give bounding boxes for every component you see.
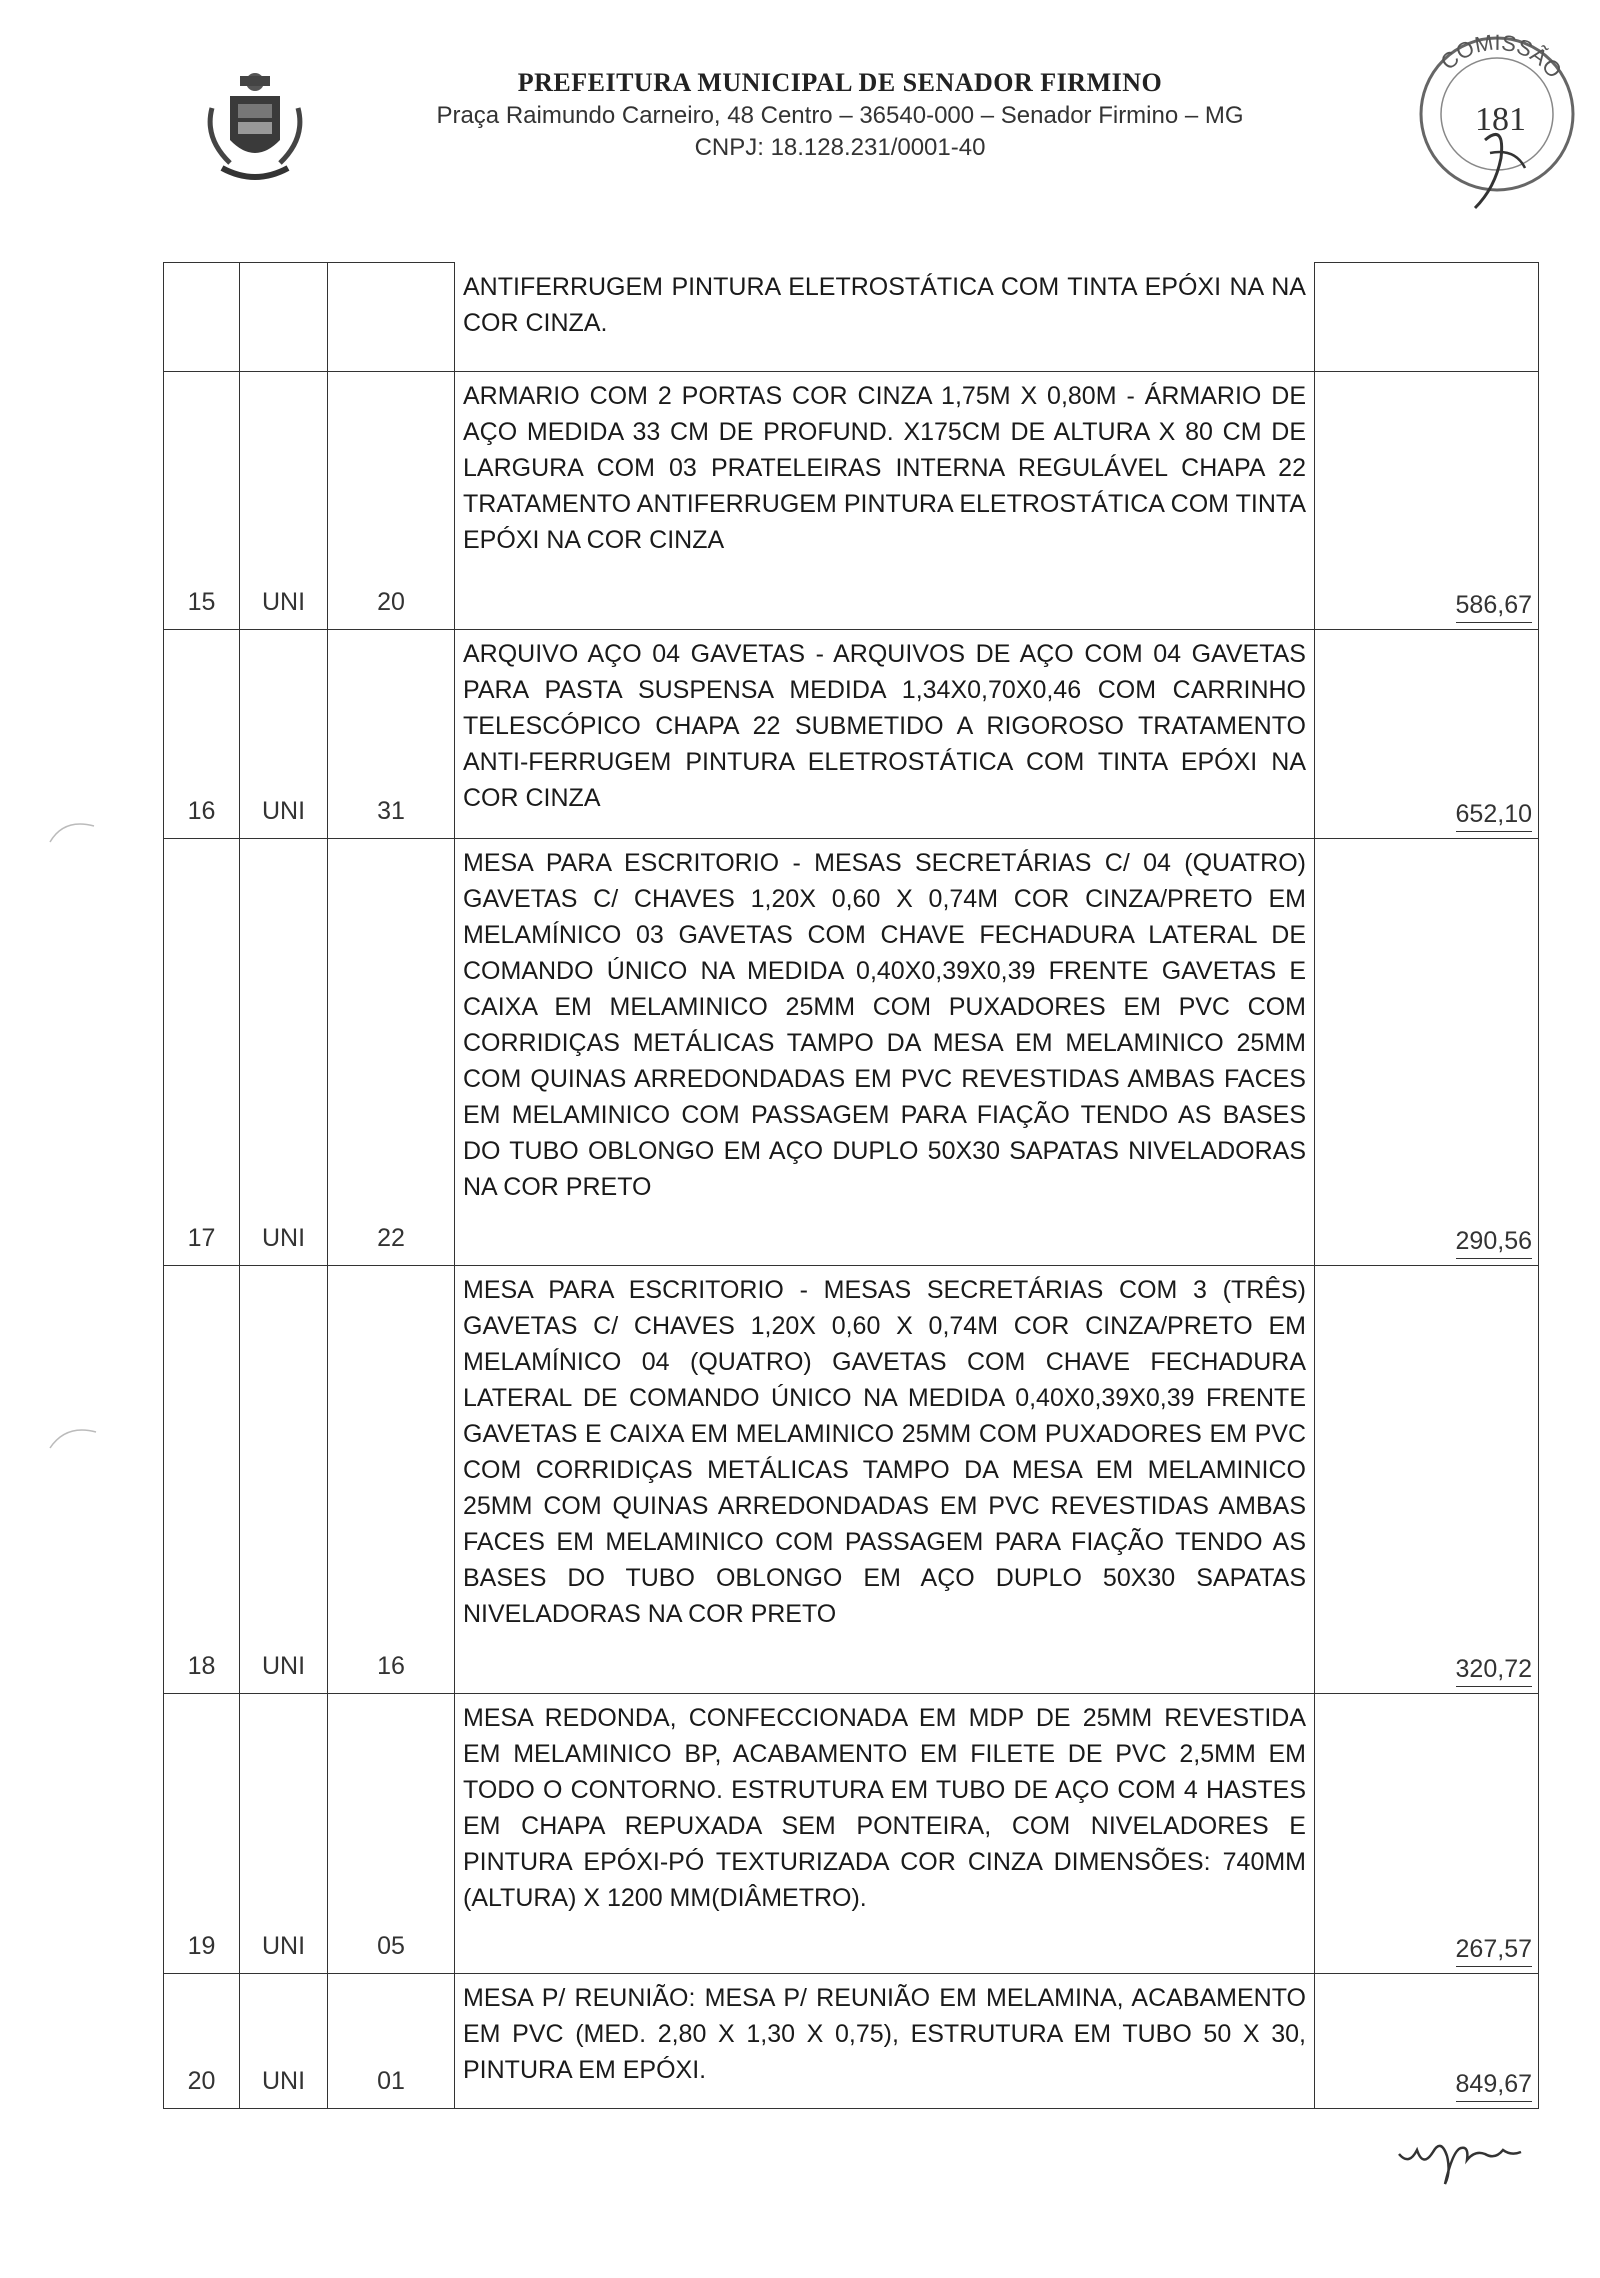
description-text: MESA PARA ESCRITORIO - MESAS SECRETÁRIAS COM 3 (TRÊS) GAVETAS C/ CHAVES 1,20X 0,60 X 0,74M COR CINZA/PRETO EM MELAMÍNICO 04 (QUATRO) GAVETAS COM CHAVE FECHADURA LATERAL DE COMANDO ÚNICO NA MEDIDA 0,40X0,39X0,39 FRENTE GAVETAS E CAIXA EM MELAMINICO 25MM COM PUXADORES EM PVC COM CORRIDIÇAS METÁLICAS TAMPO DA MESA EM MELAMINICO 25MM COM QUINAS ARREDONDADAS EM PVC REVESTIDAS AMBAS FACES EM MELAMINICO COM PASSAGEM PARA FIAÇÃO TENDO AS BASES DO TUBO OBLONGO EM AÇO DUPLO 50X30 SAPATAS NIVELADORAS NA COR PRETO [463, 1276, 1306, 1628]
municipal-coat-of-arms-icon [200, 68, 310, 188]
item-number-cell: 17 [164, 839, 240, 1266]
table-row [164, 630, 1539, 839]
description-text: MESA PARA ESCRITORIO - MESAS SECRETÁRIAS C/ 04 (QUATRO) GAVETAS C/ CHAVES 1,20X 0,60 X 0,74M COR CINZA/PRETO EM MELAMÍNICO 03 GAVETAS COM CHAVE FECHADURA LATERAL DE COMANDO ÚNICO NA MEDIDA 0,40X0,39X0,39 FRENTE GAVETAS E CAIXA EM MELAMINICO 25MM COM PUXADORES EM PVC COM CORRIDIÇAS METÁLICAS TAMPO DA MESA EM MELAMINICO 25MM COM QUINAS ARREDONDADAS EM PVC REVESTIDAS AMBAS FACES EM MELAMINICO COM PASSAGEM PARA FIAÇÃO TENDO AS BASES DO TUBO OBLONGO EM AÇO DUPLO 50X30 SAPATAS NIVELADORAS NA COR PRETO [463, 849, 1306, 1201]
quantity-cell: 20 [328, 372, 455, 630]
table-row [164, 372, 1539, 630]
price-value: 586,67 [1456, 591, 1532, 623]
stamp-top-text: COMISSÃO [1435, 29, 1568, 83]
unit-cell [240, 263, 328, 372]
handwritten-rubric-icon [1395, 2120, 1525, 2190]
description-text: MESA P/ REUNIÃO: MESA P/ REUNIÃO EM MELAMINA, ACABAMENTO EM PVC (MED. 2,80 X 1,30 X 0,75), ESTRUTURA EM TUBO 50 X 30, PINTURA EM EPÓXI. [463, 1984, 1306, 2084]
municipality-title: PREFEITURA MUNICIPAL DE SENADOR FIRMINO [517, 68, 1163, 97]
item-number-cell: 20 [164, 1974, 240, 2109]
items-table [163, 262, 1539, 2109]
item-number-cell: 19 [164, 1694, 240, 1974]
table-row [164, 263, 1539, 372]
quantity-cell: 05 [328, 1694, 455, 1974]
price-cell [1315, 1266, 1539, 1694]
price-cell [1315, 1974, 1539, 2109]
description-text: ANTIFERRUGEM PINTURA ELETROSTÁTICA COM TINTA EPÓXI NA NA COR CINZA. [463, 272, 1306, 337]
item-number-cell: 18 [164, 1266, 240, 1694]
price-value: 290,56 [1456, 1227, 1532, 1259]
description-cell [455, 1266, 1315, 1694]
description-text: ARQUIVO AÇO 04 GAVETAS - ARQUIVOS DE AÇO COM 04 GAVETAS PARA PASTA SUSPENSA MEDIDA 1,34X0,70X0,46 COM CARRINHO TELESCÓPICO CHAPA 22 SUBMETIDO A RIGOROSO TRATAMENTO ANTI-FERRUGEM PINTURA ELETROSTÁTICA COM TINTA EPÓXI NA COR CINZA [463, 640, 1306, 812]
unit-cell: UNI [240, 839, 328, 1266]
item-number-cell [164, 263, 240, 372]
table-row [164, 839, 1539, 1266]
unit-cell: UNI [240, 1266, 328, 1694]
quantity-cell: 31 [328, 630, 455, 839]
municipality-address: Praça Raimundo Carneiro, 48 Centro – 36540-000 – Senador Firmino – MG [436, 102, 1244, 129]
description-cell [455, 1694, 1315, 1974]
price-cell [1315, 630, 1539, 839]
description-cell [455, 1974, 1315, 2109]
description-cell [455, 372, 1315, 630]
description-text: ARMARIO COM 2 PORTAS COR CINZA 1,75M X 0,80M - ÁRMARIO DE AÇO MEDIDA 33 CM DE PROFUND. X175CM DE ALTURA X 80 CM DE LARGURA COM 03 PRATELEIRAS INTERNA REGULÁVEL CHAPA 22 TRATAMENTO ANTIFERRUGEM PINTURA ELETROSTÁTICA COM TINTA EPÓXI NA COR CINZA [463, 382, 1306, 554]
table-row [164, 1974, 1539, 2109]
page-header [0, 0, 1600, 230]
quantity-cell: 01 [328, 1974, 455, 2109]
header-text-block [330, 68, 1350, 162]
commission-stamp-icon [1405, 18, 1585, 218]
unit-cell: UNI [240, 372, 328, 630]
price-value: 849,67 [1456, 2070, 1532, 2102]
price-cell [1315, 839, 1539, 1266]
unit-cell: UNI [240, 1694, 328, 1974]
table-row [164, 1266, 1539, 1694]
table-row [164, 1694, 1539, 1974]
quantity-cell: 16 [328, 1266, 455, 1694]
description-cell [455, 263, 1315, 372]
margin-smudge-icon [44, 1420, 104, 1460]
description-cell [455, 630, 1315, 839]
price-cell [1315, 1694, 1539, 1974]
unit-cell: UNI [240, 630, 328, 839]
quantity-cell: 22 [328, 839, 455, 1266]
description-cell [455, 839, 1315, 1266]
item-number-cell: 16 [164, 630, 240, 839]
price-value: 267,57 [1456, 1935, 1532, 1967]
item-number-cell: 15 [164, 372, 240, 630]
unit-cell: UNI [240, 1974, 328, 2109]
description-text: MESA REDONDA, CONFECCIONADA EM MDP DE 25MM REVESTIDA EM MELAMINICO BP, ACABAMENTO EM FILETE DE PVC 2,5MM EM TODO O CONTORNO. ESTRUTURA EM TUBO DE AÇO COM 4 HASTES EM CHAPA REPUXADA SEM PONTEIRA, COM NIVELADORES E PINTURA EPÓXI-PÓ TEXTURIZADA COR CINZA DIMENSÕES: 740MM (ALTURA) X 1200 MM(DIÂMETRO). [463, 1704, 1306, 1912]
stamp-number: 181 [1475, 101, 1526, 138]
municipality-cnpj: CNPJ: 18.128.231/0001-40 [694, 134, 986, 161]
price-value: 652,10 [1456, 800, 1532, 832]
price-cell [1315, 372, 1539, 630]
price-value: 320,72 [1456, 1655, 1532, 1687]
price-cell [1315, 263, 1539, 372]
quantity-cell [328, 263, 455, 372]
margin-smudge-icon [44, 812, 104, 852]
